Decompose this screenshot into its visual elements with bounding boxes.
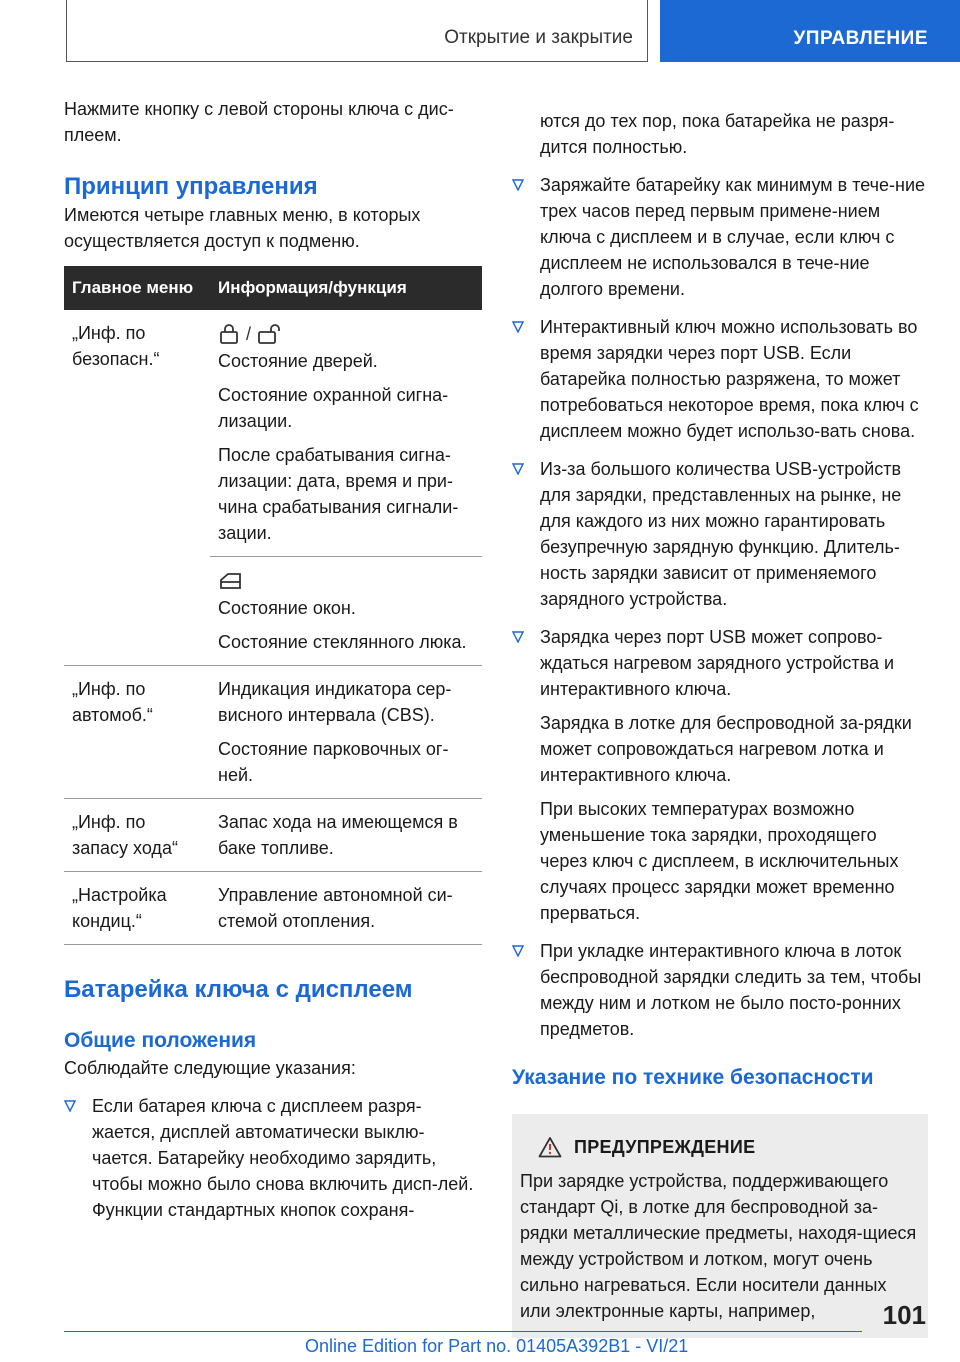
list-item — [64, 1093, 482, 1223]
list-item-text: Зарядка через порт USB может сопрово-ждаться нагревом зарядного устройства и интерактивного ключа. — [540, 627, 895, 699]
list-item — [512, 624, 928, 926]
list-item — [512, 938, 928, 1042]
table-cell-menu — [64, 310, 210, 666]
warning-box — [512, 1114, 928, 1338]
bullet-list — [64, 1093, 482, 1223]
door-lock-icon — [218, 324, 240, 344]
bullet-triangle-icon — [512, 463, 524, 475]
warning-title-row — [520, 1136, 918, 1158]
door-icons — [218, 320, 478, 348]
table-cell-menu: „Инф. по автомоб.“ — [64, 666, 210, 799]
info-line: Запас хода на имеющемся в баке топливе. — [218, 812, 458, 858]
page-number: 101 — [882, 1300, 926, 1330]
bullet-triangle-icon — [512, 631, 524, 643]
info-line: Состояние окон. — [218, 598, 356, 618]
table-cell-info — [210, 872, 482, 945]
menu-name: „Инф. по безопасн.“ — [72, 323, 160, 369]
bullet-triangle-icon — [64, 1100, 76, 1112]
bullet-triangle-icon — [512, 321, 524, 333]
warning-title: ПРЕДУПРЕЖДЕНИЕ — [574, 1136, 756, 1157]
list-item-text: Зарядка в лотке для беспроводной за-рядки может сопровождаться нагревом лотка и интерактивного ключа. — [540, 713, 912, 785]
icon-separator: / — [246, 324, 252, 344]
info-line: Состояние дверей. — [218, 351, 378, 371]
list-item-text: Интерактивный ключ можно использовать во время зарядки через порт USB. Если батарейка полностью разряжена, то может потребоваться некоторое время, пока ключ с дисплеем можно будет использо-вать снова. — [540, 317, 919, 441]
list-item — [512, 172, 928, 302]
list-item-text: Если батарея ключа с дисплеем разря-жается, дисплей автоматически выклю-чается. Батарейку необходимо зарядить, чтобы можно было снова включить дисп-лей. Функции стандартных кнопок сохраня- — [92, 1096, 474, 1220]
table-row — [64, 799, 482, 872]
table-cell-info — [210, 799, 482, 872]
principle-text: Имеются четыре главных меню, в которых осуществляется доступ к подменю. — [64, 205, 421, 251]
header-section-title: Открытие и закрытие — [444, 27, 633, 48]
warning-triangle-icon — [538, 1136, 562, 1158]
table-header-menu: Главное меню — [64, 266, 210, 310]
table-header-row — [64, 266, 482, 310]
heading-safety: Указание по технике безопасности — [512, 1066, 874, 1089]
info-line: После срабатывания сигна-лизации: дата, время и при-чина срабатывания сигнали-зации. — [218, 445, 459, 543]
table-cell-info — [210, 310, 482, 557]
car-window-icon — [218, 571, 244, 591]
heading-general: Общие положения — [64, 1029, 257, 1052]
general-text: Соблюдайте следующие указания: — [64, 1058, 356, 1078]
menu-table — [64, 266, 482, 945]
table-cell-info — [210, 557, 482, 666]
header-chapter-tab — [660, 0, 960, 62]
bullet-triangle-icon — [512, 945, 524, 957]
heading-principle: Принцип управления — [64, 173, 318, 200]
table-cell-menu: „Настройка кондиц.“ — [64, 872, 210, 945]
info-line: Состояние стеклянного люка. — [218, 632, 467, 652]
footer-edition: Online Edition for Part no. 01405A392B1 - VI/21 — [305, 1336, 689, 1356]
bullet-list — [512, 172, 928, 1042]
table-cell-info — [210, 666, 482, 799]
header-section-box — [66, 0, 648, 62]
door-unlock-icon — [257, 324, 287, 344]
window-icons — [218, 567, 478, 595]
right-column — [512, 108, 928, 1338]
list-item-text: При высоких температурах возможно уменьшение тока зарядки, проходящего через ключ с дисплеем, в исключительных случаях процесс зарядки может временно прерваться. — [540, 799, 899, 923]
bullet-triangle-icon — [512, 179, 524, 191]
list-item — [512, 456, 928, 612]
table-row — [64, 310, 482, 557]
table-cell-menu: „Инф. по запасу хода“ — [64, 799, 210, 872]
continued-text: ются до тех пор, пока батарейка не разря-дится полностью. — [540, 111, 895, 157]
list-item-text: Заряжайте батарейку как минимум в тече-ние трех часов перед первым примене-нием ключа с дисплеем и в случае, если ключ с дисплеем не использовался в тече-ние долгого времени. — [540, 175, 926, 299]
left-column — [64, 96, 482, 1223]
intro-text: Нажмите кнопку с левой стороны ключа с дис-плеем. — [64, 99, 454, 145]
info-line: Состояние парковочных ог-ней. — [218, 739, 449, 785]
list-item-text: Из-за большого количества USB-устройств для зарядки, представленных на рынке, не для каждого из них можно гарантировать безупречную зарядную функцию. Длитель-ность зарядки зависит от применяемого зарядного устройства. — [540, 459, 902, 609]
table-row — [64, 666, 482, 799]
list-item-text: При укладке интерактивного ключа в лоток беспроводной зарядки следить за тем, чтобы между ним и лотком не было посто-ронних предметов. — [540, 941, 922, 1039]
footer-divider — [64, 1331, 862, 1332]
info-line: Состояние охранной сигна-лизации. — [218, 385, 449, 431]
info-line: Управление автономной си-стемой отопления. — [218, 885, 453, 931]
header-chapter-title: УПРАВЛЕНИЕ — [793, 28, 928, 49]
table-header-info: Информация/функция — [210, 266, 482, 310]
list-item — [512, 314, 928, 444]
heading-battery: Батарейка ключа с дисплеем — [64, 976, 413, 1003]
info-line: Индикация индикатора сер-висного интервала (CBS). — [218, 679, 452, 725]
warning-text: При зарядке устройства, поддерживающего стандарт Qi, в лотке для беспроводной за-рядки металлические предметы, находя-щиеся между устройством и лотком, могут очень сильно нагреваться. Если носители данных или электронные карты, например, — [520, 1171, 917, 1321]
table-row — [64, 872, 482, 945]
